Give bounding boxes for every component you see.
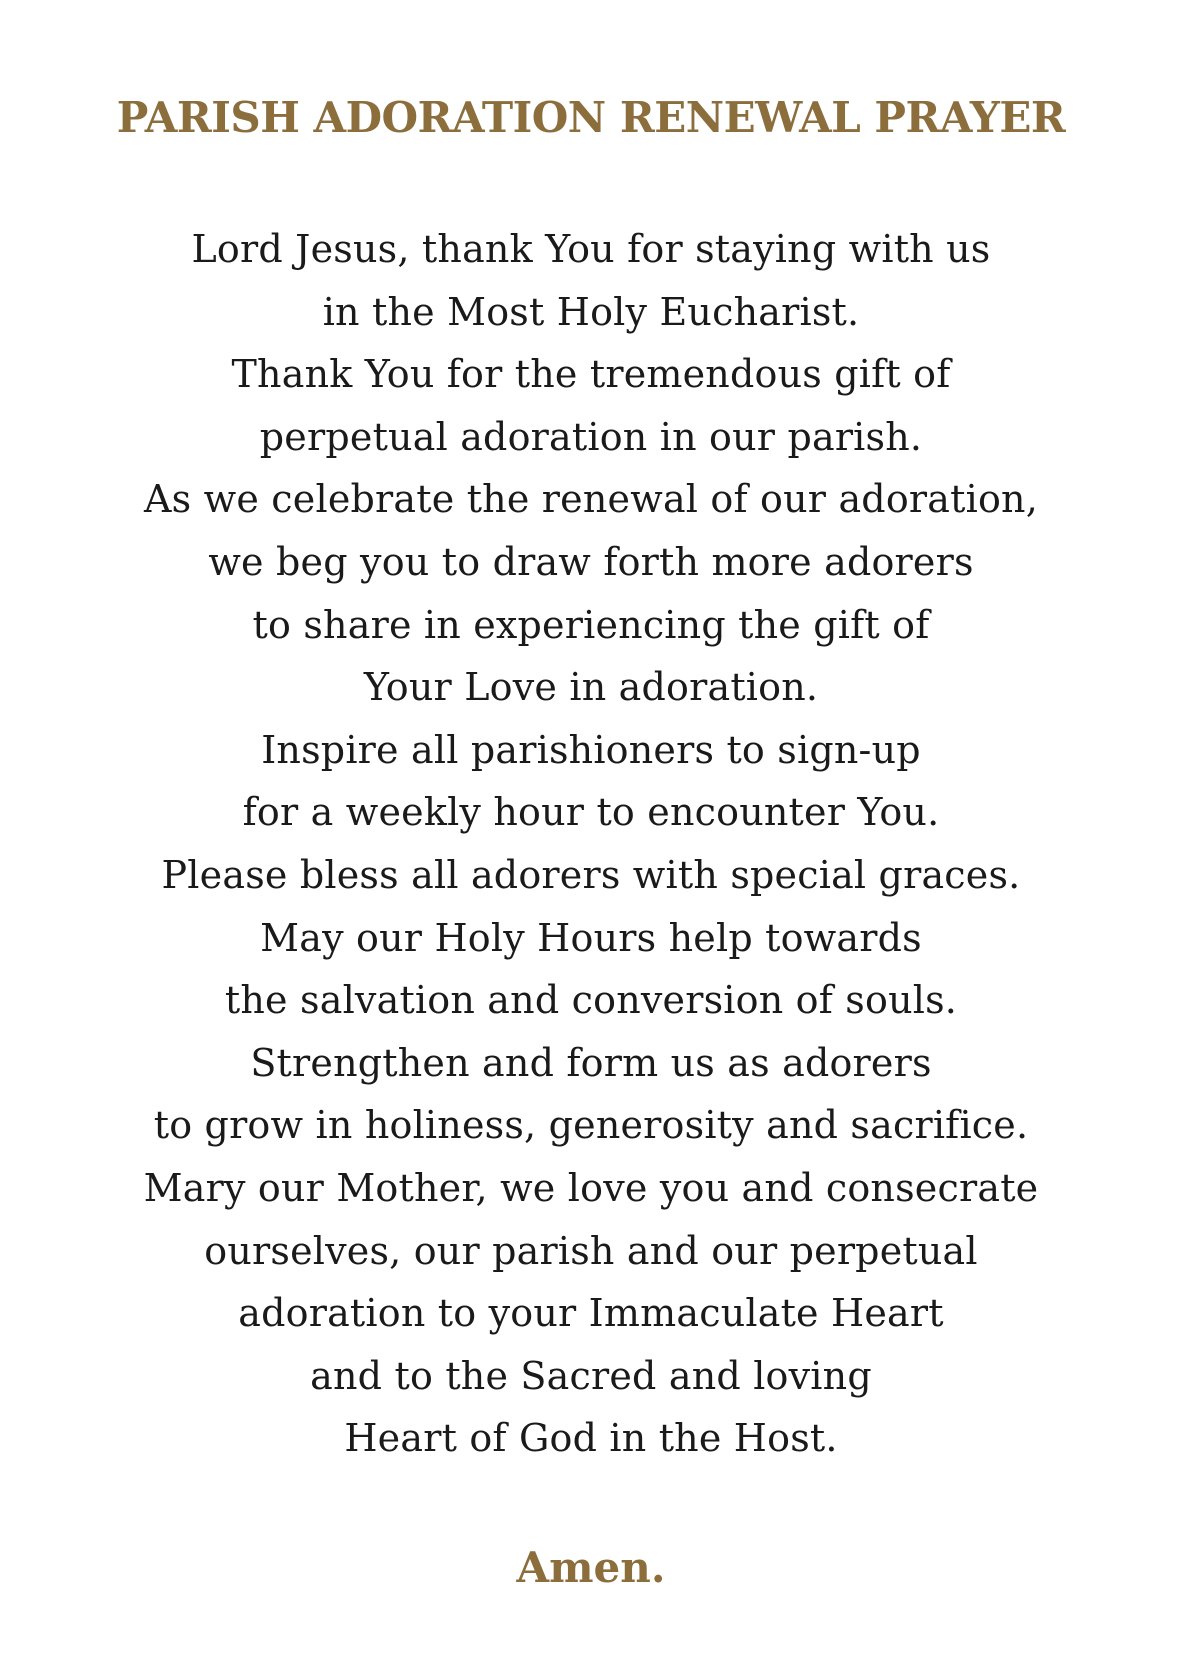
prayer-line: Mary our Mother, we love you and consecrate (143, 1165, 1039, 1210)
prayer-line: and to the Sacred and loving (310, 1353, 872, 1398)
prayer-line: Strengthen and form us as adorers (250, 1040, 932, 1085)
prayer-line: Heart of God in the Host. (344, 1416, 838, 1461)
prayer-line: adoration to your Immaculate Heart (238, 1291, 944, 1336)
prayer-line: Inspire all parishioners to sign-up (261, 727, 921, 772)
prayer-line: ourselves, our parish and our perpetual (204, 1228, 978, 1273)
prayer-line: the salvation and conversion of souls. (224, 978, 958, 1023)
prayer-line: Thank You for the tremendous gift of (231, 352, 951, 397)
prayer-line: Lord Jesus, thank You for staying with us (191, 227, 991, 271)
prayer-line: we beg you to draw forth more adorers (208, 539, 974, 584)
prayer-body (0, 218, 1182, 1470)
prayer-line: to grow in holiness, generosity and sacrifice. (153, 1103, 1029, 1148)
prayer-line: for a weekly hour to encounter You. (242, 790, 940, 835)
prayer-line: May our Holy Hours help towards (260, 915, 922, 960)
prayer-line: Your Love in adoration. (363, 665, 819, 710)
closing-amen: Amen. (516, 1543, 666, 1592)
prayer-line: Please bless all adorers with special graces. (161, 852, 1021, 897)
page-title: PARISH ADORATION RENEWAL PRAYER (116, 93, 1066, 142)
prayer-line: perpetual adoration in our parish. (259, 414, 923, 459)
prayer-line: in the Most Holy Eucharist. (322, 289, 860, 334)
prayer-line: to share in experiencing the gift of (252, 602, 930, 647)
prayer-line: As we celebrate the renewal of our adoration, (143, 477, 1038, 522)
